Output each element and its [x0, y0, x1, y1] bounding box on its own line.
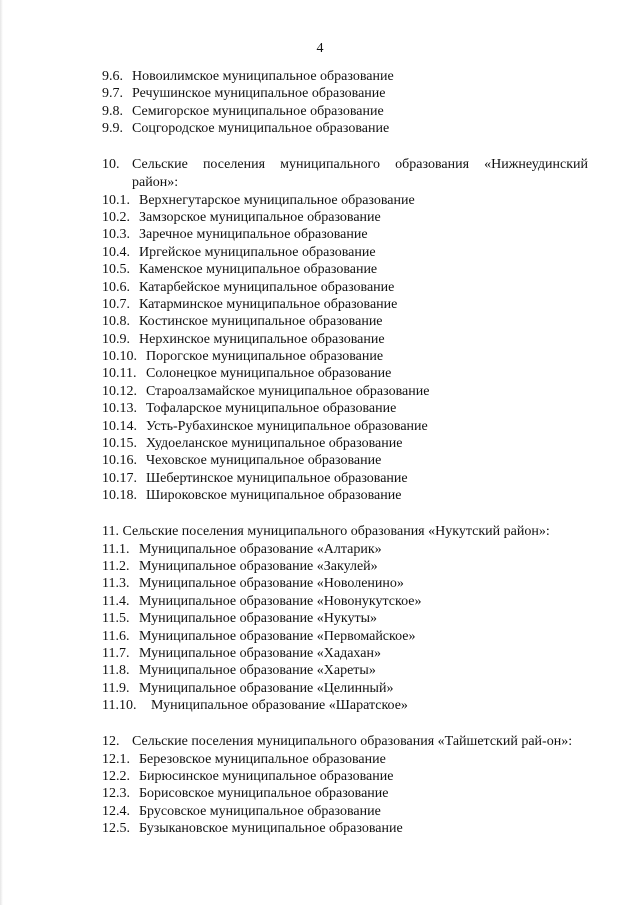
list-item: 10.16. Чеховское муниципальное образование	[102, 453, 382, 469]
document-body	[102, 68, 588, 837]
list-item: 10.18. Широковское муниципальное образование	[102, 488, 402, 504]
section-gap	[102, 505, 588, 523]
section-gap	[102, 138, 588, 156]
section-10	[102, 156, 588, 505]
list-item: 10.5. Каменское муниципальное образование	[102, 262, 378, 278]
list-item: 11.9. Муниципальное образование «Целинный»	[102, 680, 394, 696]
section-heading: 12. Сельские поселения муниципального образования «Тайшетский рай-он»:	[102, 733, 573, 749]
list-item: 10.13. Тофаларское муниципальное образование	[102, 401, 397, 417]
page-number: 4	[316, 41, 324, 56]
scan-edge	[0, 0, 3, 905]
list-item: 9.9. Соцгородское муниципальное образование	[102, 121, 390, 137]
list-item: 10.1. Верхнегутарское муниципальное образование	[102, 192, 415, 208]
list-item: 11.10. Муниципальное образование «Шаратское»	[102, 698, 408, 714]
list-item: 10.17. Шебертинское муниципальное образование	[102, 470, 408, 486]
list-item: 11.8. Муниципальное образование «Хареты»	[102, 663, 376, 679]
section-12	[102, 733, 588, 838]
section-9-list	[102, 68, 588, 138]
list-item: 11.3. Муниципальное образование «Новоленино»	[102, 576, 404, 592]
list-item: 11.6. Муниципальное образование «Первомайское»	[102, 628, 416, 644]
list-item: 12.3. Борисовское муниципальное образование	[102, 786, 389, 802]
section-gap	[102, 715, 588, 733]
section-heading: 10. Сельские поселения муниципального образования «Нижнеудинский район»:	[102, 156, 588, 190]
list-item: 12.5. Бузыкановское муниципальное образование	[102, 821, 403, 837]
list-item: 10.9. Нерхинское муниципальное образование	[102, 331, 385, 347]
list-item: 9.6. Новоилимское муниципальное образование	[102, 69, 394, 84]
list-item: 10.6. Катарбейское муниципальное образование	[102, 279, 395, 295]
section-heading: 11. Сельские поселения муниципального образования «Нукутский район»:	[102, 523, 550, 539]
list-item: 10.14. Усть-Рубахинское муниципальное образование	[102, 418, 428, 434]
list-item: 10.7. Катарминское муниципальное образование	[102, 296, 398, 312]
list-item: 12.1. Березовское муниципальное образование	[102, 751, 386, 767]
list-item: 10.12. Староалзамайское муниципальное образование	[102, 383, 430, 399]
list-item: 11.1. Муниципальное образование «Алтарик»	[102, 541, 382, 557]
list-item: 10.15. Худоеланское муниципальное образование	[102, 436, 403, 452]
list-item: 11.7. Муниципальное образование «Хадахан»	[102, 645, 381, 661]
list-item: 10.8. Костинское муниципальное образование	[102, 314, 383, 330]
list-item: 11.4. Муниципальное образование «Новонукутское»	[102, 593, 422, 609]
list-item: 11.5. Муниципальное образование «Нукуты»	[102, 611, 378, 627]
list-item: 10.3. Заречное муниципальное образование	[102, 227, 368, 243]
list-item: 11.2. Муниципальное образование «Закулей»	[102, 558, 378, 574]
list-item: 12.4. Брусовское муниципальное образование	[102, 803, 381, 819]
list-item: 10.4. Иргейское муниципальное образование	[102, 244, 376, 260]
list-item: 9.7. Речушинское муниципальное образование	[102, 86, 386, 102]
list-item: 12.2. Бирюсинское муниципальное образование	[102, 768, 394, 784]
section-11	[102, 523, 588, 715]
list-item: 10.11. Солонецкое муниципальное образование	[102, 366, 392, 382]
list-item: 10.2. Замзорское муниципальное образование	[102, 209, 381, 225]
list-item: 9.8. Семигорское муниципальное образование	[102, 103, 384, 119]
list-item: 10.10. Порогское муниципальное образование	[102, 349, 384, 365]
